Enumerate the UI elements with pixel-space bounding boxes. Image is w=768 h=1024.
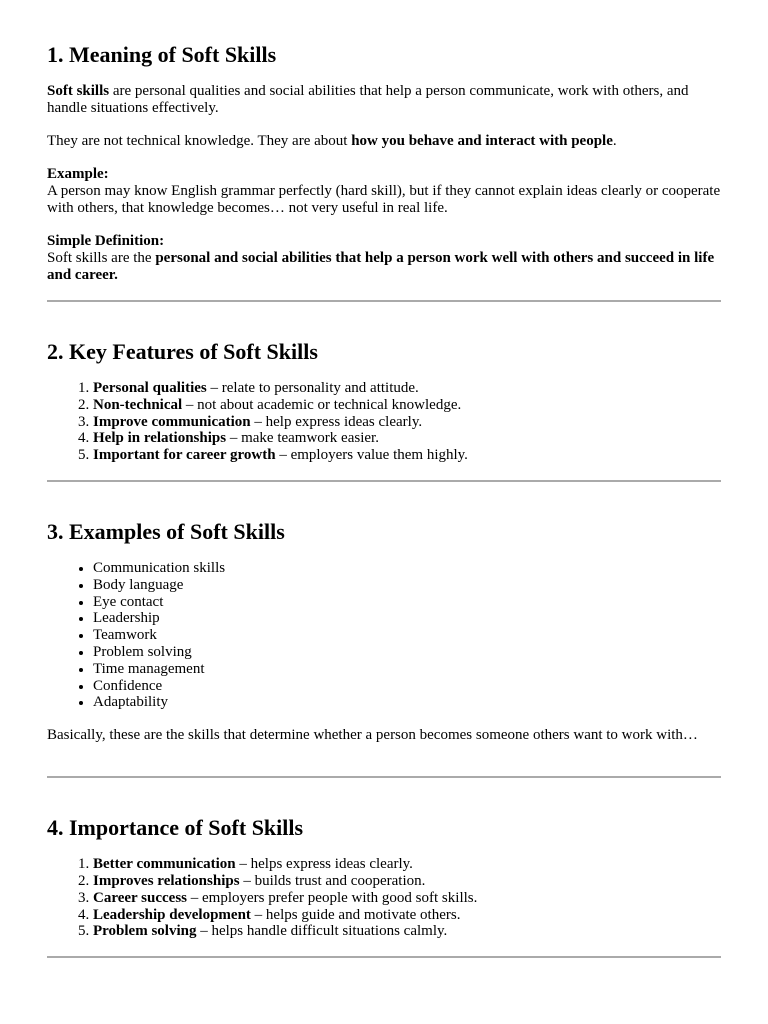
section-title: 2. Key Features of Soft Skills bbox=[47, 339, 318, 364]
item-term: Important for career growth bbox=[93, 447, 276, 464]
section-key-features bbox=[47, 337, 721, 482]
list-item bbox=[93, 430, 721, 447]
list-item bbox=[93, 890, 721, 907]
item-term: Non-technical bbox=[93, 396, 183, 413]
item-text: – employers value them highly. bbox=[275, 447, 468, 464]
item-text: – make teamwork easier. bbox=[226, 430, 379, 447]
section-title: 4. Importance of Soft Skills bbox=[47, 815, 304, 841]
paragraph-definition-intro bbox=[47, 83, 721, 117]
examples-summary: Basically, these are the skills that determine whether a person becomes someone others want to work with… bbox=[47, 727, 698, 744]
example-label-text: Example: bbox=[47, 166, 109, 182]
item-text: – relate to personality and attitude. bbox=[206, 380, 419, 396]
item-text: – not about academic or technical knowledge. bbox=[182, 396, 462, 413]
list-item bbox=[93, 923, 721, 940]
bold-phrase: personal and social abilities that help a person work well with others and succeed in life and career. bbox=[47, 250, 715, 283]
list-item: • Teamwork bbox=[93, 627, 721, 644]
paragraph-text: Soft skills are the bbox=[47, 250, 156, 266]
section-divider bbox=[47, 956, 721, 958]
item-text: – helps express ideas clearly. bbox=[235, 856, 413, 873]
section-meaning bbox=[47, 40, 721, 302]
item-term: Improves relationships bbox=[93, 872, 240, 889]
item-term: Career success bbox=[93, 889, 187, 906]
item-term: Personal qualities bbox=[93, 380, 207, 396]
item-text: – builds trust and cooperation. bbox=[239, 872, 426, 889]
bold-term: Soft skills bbox=[47, 83, 110, 99]
importance-list bbox=[47, 856, 721, 940]
item-term: Leadership development bbox=[93, 906, 251, 923]
example-label bbox=[47, 166, 721, 183]
item-text: – employers prefer people with good soft skills. bbox=[187, 889, 478, 906]
item-term: Problem solving bbox=[93, 923, 197, 940]
list-item bbox=[93, 856, 721, 873]
definition-label-text: Simple Definition: bbox=[47, 233, 165, 249]
paragraph-text: . bbox=[612, 133, 617, 149]
section-title: 3. Examples of Soft Skills bbox=[47, 518, 285, 544]
list-item bbox=[93, 447, 721, 464]
item-term: Improve communication bbox=[93, 413, 251, 430]
list-item: • Communication skills bbox=[93, 560, 721, 577]
item-term: Help in relationships bbox=[93, 430, 227, 447]
list-item: • Eye contact bbox=[93, 594, 721, 611]
example-text: A person may know English grammar perfectly (hard skill), but if they cannot explain ideas clearly or cooperate with others, that knowledge becomes… not very useful in real life. bbox=[47, 183, 721, 216]
list-item: • Confidence bbox=[93, 678, 721, 695]
item-text: – helps guide and motivate others. bbox=[250, 906, 461, 923]
item-text: – helps handle difficult situations calmly. bbox=[196, 923, 448, 940]
list-item bbox=[93, 414, 721, 431]
item-text: – help express ideas clearly. bbox=[250, 413, 423, 430]
list-item: • Adaptability bbox=[93, 694, 721, 711]
list-item: • Problem solving bbox=[93, 644, 721, 661]
list-item bbox=[93, 380, 721, 397]
definition-label bbox=[47, 233, 721, 250]
examples-list bbox=[47, 560, 721, 711]
list-item bbox=[93, 397, 721, 414]
section-importance bbox=[47, 813, 721, 958]
features-list bbox=[47, 380, 721, 464]
item-term: Better communication bbox=[93, 856, 236, 873]
paragraph-text: are personal qualities and social abilities that help a person communicate, work with others, and handle situations effectively. bbox=[47, 83, 689, 116]
definition-text bbox=[47, 250, 721, 284]
list-item: • Time management bbox=[93, 661, 721, 678]
list-item bbox=[93, 907, 721, 924]
document-body bbox=[47, 40, 721, 958]
section-examples bbox=[47, 517, 721, 778]
paragraph-text: They are not technical knowledge. They are about bbox=[47, 133, 352, 149]
section-title: 1. Meaning of Soft Skills bbox=[47, 42, 277, 67]
paragraph-behaviour bbox=[47, 133, 721, 150]
list-item: • Leadership bbox=[93, 610, 721, 627]
list-item: • Body language bbox=[93, 577, 721, 594]
list-item bbox=[93, 873, 721, 890]
bold-phrase: how you behave and interact with people bbox=[351, 133, 613, 149]
